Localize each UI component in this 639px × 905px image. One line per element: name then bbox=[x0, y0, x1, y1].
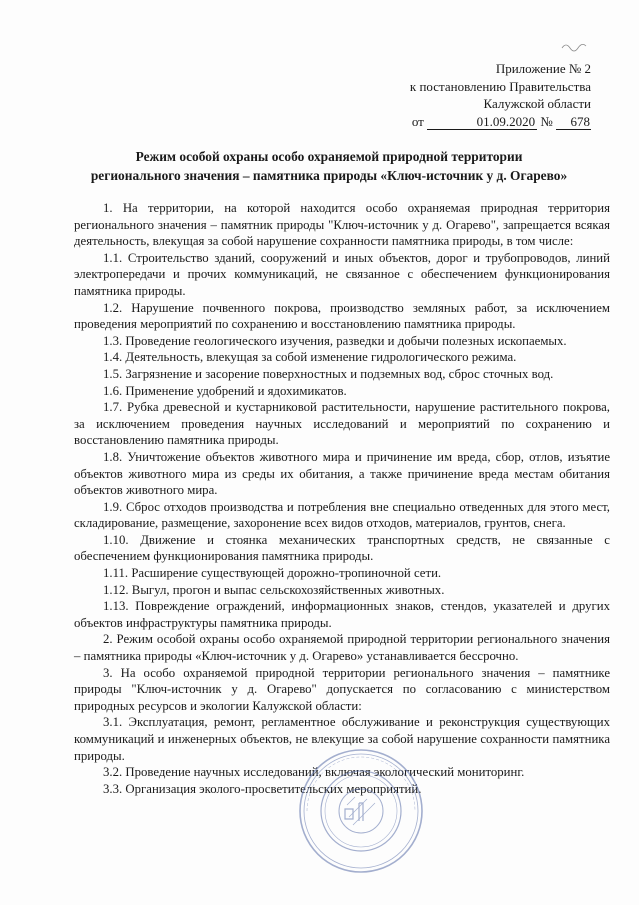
title-line-2: регионального значения – памятника природы «Ключ-источник у д. Огарево» bbox=[90, 167, 568, 183]
title-line-1: Режим особой охраны особо охраняемой природной территории bbox=[135, 149, 523, 164]
appendix-header bbox=[291, 60, 591, 130]
paragraph: 1.6. Применение удобрений и ядохимикатов. bbox=[103, 383, 347, 398]
resolution-number: 678 bbox=[556, 115, 591, 130]
paragraph: 3.3. Организация эколого-просветительских мероприятий. bbox=[103, 781, 422, 796]
document-body bbox=[74, 200, 610, 797]
paragraph: 2. Режим особой охраны особо охраняемой природной территории регионального значения – памятника природы «Ключ-источник у д. Огарево» устанавливается бессрочно. bbox=[74, 632, 610, 664]
paragraph: 1.8. Уничтожение объектов животного мира и причинение им вреда, сбор, отлов, изъятие объектов животного мира из среды их обитания, а также причинение вреда местам обитания объектов животного мира. bbox=[74, 449, 610, 498]
paragraph: 1.10. Движение и стоянка механических транспортных средств, не связанные с обеспечением функционирования памятника природы. bbox=[74, 532, 610, 564]
paragraph: 3.1. Эксплуатация, ремонт, регламентное обслуживание и реконструкция существующих коммуникаций и инженерных объектов, не влекущие за собой нарушение сохранности памятника природы. bbox=[74, 715, 610, 763]
paragraph: 1.4. Деятельность, влекущая за собой изменение гидрологического режима. bbox=[103, 350, 517, 365]
paragraph: 1.13. Повреждение ограждений, информационных знаков, стендов, указателей и других объектов инфраструктуры памятника природы. bbox=[74, 599, 610, 630]
paragraph: 1.9. Сброс отходов производства и потребления вне специально отведенных для этого мест, складирование, размещение, захоронение всех видов отходов, материалов, грунтов, снега. bbox=[74, 499, 610, 531]
handwritten-mark bbox=[560, 40, 590, 54]
paragraph: 1.12. Выгул, прогон и выпас сельскохозяйственных животных. bbox=[103, 582, 445, 597]
paragraph: 1.1. Строительство зданий, сооружений и иных объектов, дорог и трубопроводов, линий электропередачи и прочих коммуникаций, не связанное с обеспечением функционирования памятника природы. bbox=[74, 250, 610, 298]
paragraph: 1.3. Проведение геологического изучения, разведки и добычи полезных ископаемых. bbox=[103, 333, 567, 348]
paragraph: 1.2. Нарушение почвенного покрова, производство земляных работ, за исключением проведения мероприятий по сохранению и восстановлению памятника природы. bbox=[74, 300, 610, 332]
resolution-date: 01.09.2020 bbox=[427, 115, 537, 130]
appendix-region: Калужской области bbox=[483, 96, 591, 111]
paragraph: 1.5. Загрязнение и засорение поверхностных и подземных вод, сброс сточных вод. bbox=[103, 366, 554, 381]
appendix-number: Приложение № 2 bbox=[495, 61, 591, 76]
paragraph: 3.2. Проведение научных исследований, включая экологический мониторинг. bbox=[103, 765, 525, 780]
paragraph: 1. На территории, на которой находится особо охраняемая природная территория регионального значения – памятник природы "Ключ-источник у д. Огарево", запрещается всякая деятельность, влекущая за собой нарушение сохранности памятника природы, в том числе: bbox=[74, 201, 610, 249]
from-prefix: от bbox=[411, 113, 424, 129]
document-title bbox=[60, 148, 598, 185]
paragraph: 3. На особо охраняемой природной территории регионального значения – памятнике природы "Ключ-источник у д. Огарево" допускается по согласованию с министерством природных ресурсов и экологии Калужской области: bbox=[74, 665, 610, 713]
appendix-ref: к постановлению Правительства bbox=[409, 78, 591, 94]
number-label: № bbox=[540, 113, 553, 129]
appendix-date-line bbox=[291, 113, 591, 131]
paragraph: 1.7. Рубка древесной и кустарниковой растительности, нарушение растительного покрова, за исключением проведения научных исследований и мероприятий по сохранению и восстановлению памятника природы. bbox=[74, 400, 610, 448]
paragraph: 1.11. Расширение существующей дорожно-тропиночной сети. bbox=[103, 566, 442, 581]
